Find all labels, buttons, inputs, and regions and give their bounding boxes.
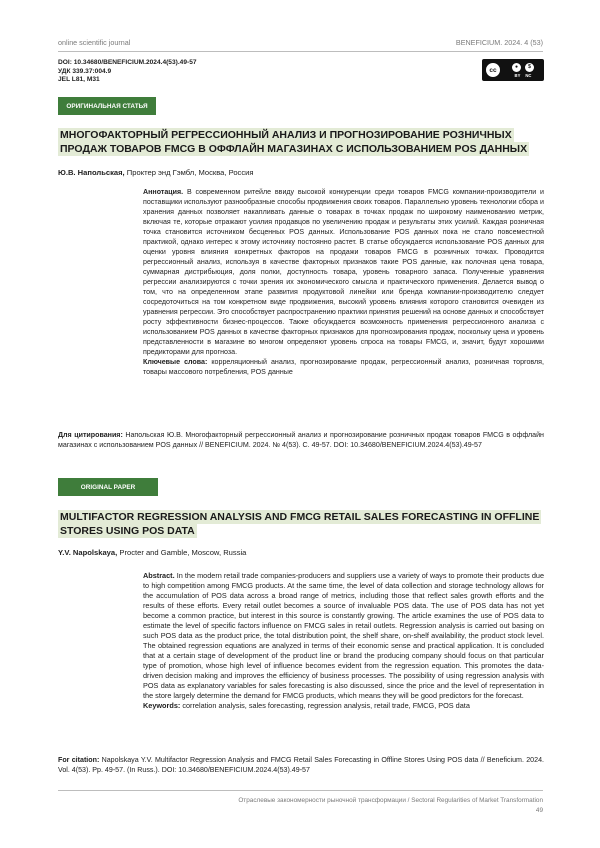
citation-text-ru: Напольская Ю.В. Многофакторный регрессионный анализ и прогнозирование розничных продаж товаров FMCG в оффлайн магазинах с использованием POS данных // BENEFICIUM. 2024. № 4(53). С. 49-57. DOI: 10.34680/BENEFICIUM.2024.4(53).49-57	[58, 431, 544, 449]
keywords-text-en: correlation analysis, sales forecasting, regression analysis, retail trade, FMCG, POS data	[182, 701, 470, 710]
cc-by-label: BY	[515, 73, 521, 78]
jel-code: JEL L81, M31	[58, 76, 197, 85]
title-ru-line-2: ПРОДАЖ ТОВАРОВ FMCG В ОФФЛАЙН МАГАЗИНАХ С ИСПОЛЬЗОВАНИЕМ POS ДАННЫХ	[58, 142, 529, 156]
keywords-label-ru: Ключевые слова:	[143, 358, 207, 366]
page-number: 49	[238, 806, 543, 816]
affiliation-en: Procter and Gamble, Moscow, Russia	[119, 548, 246, 557]
journal-label: online scientific journal	[58, 38, 130, 50]
doi[interactable]: DOI: 10.34680/BENEFICIUM.2024.4(53).49-57	[58, 59, 197, 68]
author-ru	[58, 168, 254, 177]
header-divider	[58, 51, 543, 52]
abstract-label-en: Abstract.	[143, 571, 175, 580]
noncommercial-icon: $	[525, 63, 534, 72]
title-en-line-1: MULTIFACTOR REGRESSION ANALYSIS AND FMCG RETAIL SALES FORECASTING IN OFFLINE	[58, 510, 541, 524]
issue-label: BENEFICIUM. 2024. 4 (53)	[456, 38, 543, 50]
cc-license-badge[interactable]	[482, 59, 544, 81]
citation-label-ru: Для цитирования:	[58, 431, 123, 439]
citation-label-en: For citation:	[58, 756, 99, 764]
attribution-icon: ●	[512, 63, 521, 72]
author-en	[58, 548, 246, 557]
citation-text-en: Napolskaya Y.V. Multifactor Regression Analysis and FMCG Retail Sales Forecasting in Offline Stores Using POS data // Beneficium. 2024. Vol. 4(53). Pp. 49-57. (In Russ.). DOI: 10.34680/BENEFICIUM.2024.4(53).49-57	[58, 756, 544, 774]
footer-section-text: Отраслевые закономерности рыночной трансформации / Sectoral Regularities of Market Transformation	[238, 796, 543, 806]
citation-en	[58, 755, 544, 775]
citation-ru	[58, 430, 544, 450]
title-en-line-2: STORES USING POS DATA	[58, 524, 197, 538]
keywords-text-ru: корреляционный анализ, прогнозирование продаж, регрессионный анализ, розничная торговля, товары массового потребления, POS данные	[143, 358, 544, 376]
section-badge-ru: ОРИГИНАЛЬНАЯ СТАТЬЯ	[58, 97, 156, 115]
abstract-en	[143, 571, 544, 711]
article-title-en	[58, 510, 544, 538]
footer-divider	[58, 790, 543, 791]
article-identifiers	[58, 59, 197, 85]
affiliation-ru: Проктер энд Гэмбл, Москва, Россия	[127, 168, 254, 177]
abstract-label-ru: Аннотация.	[143, 188, 183, 196]
abstract-ru	[143, 187, 544, 377]
section-badge-en: ORIGINAL PAPER	[58, 478, 158, 496]
article-title-ru	[58, 128, 544, 156]
page-footer	[238, 796, 543, 816]
cc-icon: cc	[485, 62, 501, 78]
title-ru-line-1: МНОГОФАКТОРНЫЙ РЕГРЕССИОННЫЙ АНАЛИЗ И ПРОГНОЗИРОВАНИЕ РОЗНИЧНЫХ	[58, 128, 514, 142]
abstract-text-ru: В современном ритейле ввиду высокой конкуренции среди товаров FMCG компании-производители и поставщики используют разнообразные способы продвижения своих товаров. Параллельно уровень технологии сбора и хранения данных позволяет накапливать данные о товарах в точках продаж по широкому наименованию метрик, включая те, которые отражают усилия продавцов по увеличению продаж и результаты этих усилий. Каждая розничная точка становится источником бесценных POS данных. Использование POS данных пока не стало повсеместной практикой, однако интерес к этому источнику постоянно растет. В статье обсуждается использование POS данных для оценки уровня влияния конкретных факторов на продажи товаров FMCG в розничных точках. Проводится регрессионный анализ, используя в качестве факторных признаков такие POS данные, как полочная цена товара, суммарная дистрибьюция, доля полки, доступность товара, уровень товарного запаса. Полученные уравнения регрессии анализируются с точки зрения их экономического смысла и практического применения. Делается вывод о том, что на определенном этапе развития продуктовой линейки или бренда компании-производителю следует сосредоточиться на том конкретном виде продвижения, высокий уровень влияния которого становится очевиден из уравнения регрессии. Это способствует распространению практики принятия решений на основе данных и способствует росту эффективности бизнес-процессов. Также обсуждается возможность применения регрессионного анализа с использованием POS данных в качестве факторных признаков для прогнозирования продаж, поскольку цена и уровень представленности в магазине во многом определяют уровень спроса на товары FMCG, и, значит, будут хорошими предикторами для прогноза.	[143, 188, 544, 356]
udc-code: УДК 339.37:004.9	[58, 68, 197, 77]
running-head	[58, 38, 543, 50]
keywords-label-en: Keywords:	[143, 701, 180, 710]
cc-nc-label: NC	[525, 73, 531, 78]
abstract-text-en: In the modern retail trade companies-producers and suppliers use a variety of ways to promote their products due to high competition among FMCG products. At the same time, the level of data collection and storage technology allows for the accumulation of POS data across a broad range of metrics, including those that reflect sales growth efforts and the results of these efforts. Every retail outlet becomes a source of invaluable POS data. The use of POS data has not yet become a common practice, but interest in this source is constantly growing. The article examines the use of POS data to estimate the level of specific factors influence on FMCG sales in retail outlets. Regression analysis is carried out basing on such POS data as the product price, the total distribution point, the shelf share, on-shelf availability, the product stock level. The obtained regression equations are analyzed in terms of their economic sense and practical application. It is concluded that at a certain stage of development of the product line or brand the producing company should focus on that particular type of promotion, whose high level of influence becomes evident from the regression equation. This promotes the data-driven decision making and improves the efficiency of business processes. The possibility of using regression analysis with POS data as explanatory variables for sales forecasting is also discussed, since the price and the level of representation in the store largely determine the demand for FMCG products, which means they will be good predictors for the forecast.	[143, 571, 544, 700]
author-name-en: Y.V. Napolskaya,	[58, 548, 117, 557]
author-name-ru: Ю.В. Напольская,	[58, 168, 125, 177]
